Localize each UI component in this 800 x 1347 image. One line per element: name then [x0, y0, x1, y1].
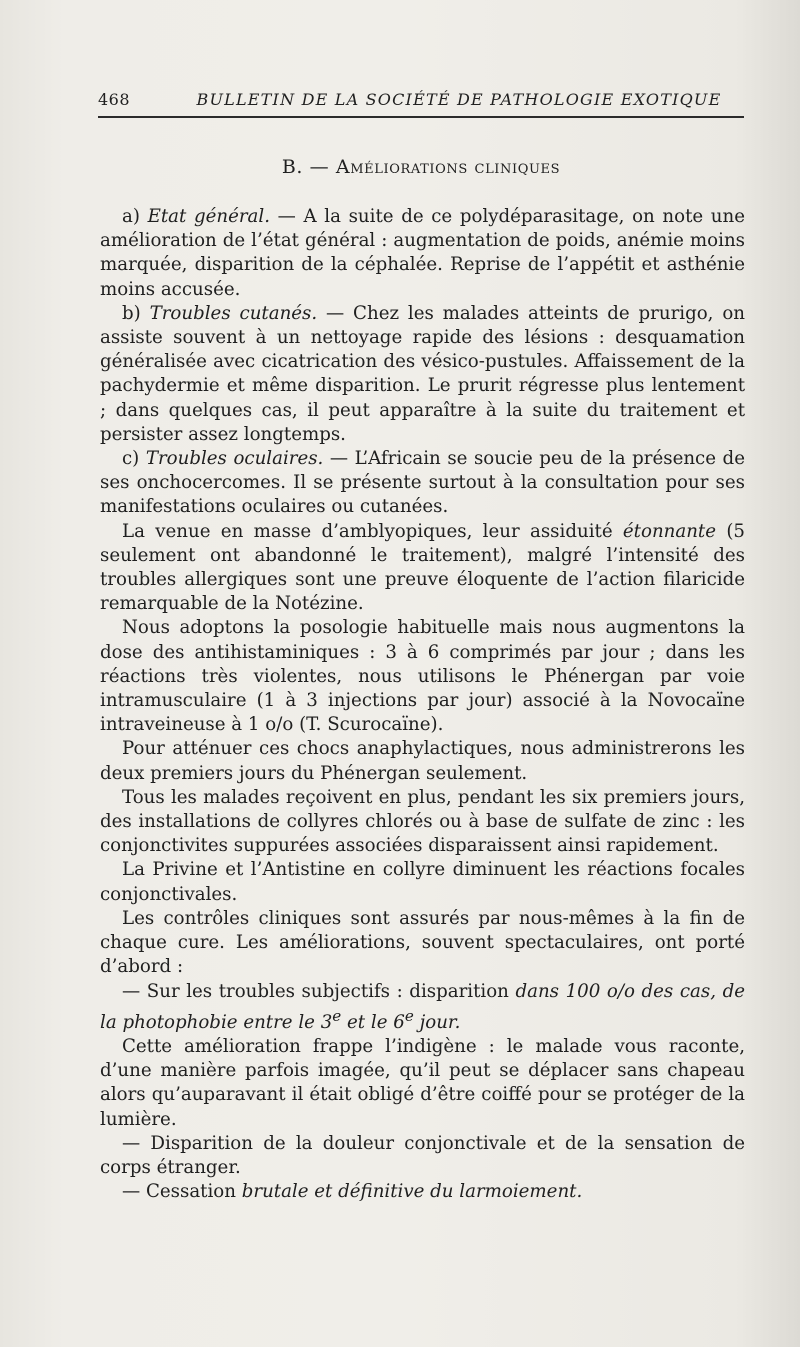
- paragraph-etat-general: [100, 205, 745, 302]
- emphasis: brutale et définitive du larmoiement.: [241, 1181, 583, 1203]
- section-title: [98, 156, 744, 178]
- page-header: [98, 90, 744, 114]
- page-number: 468: [98, 90, 131, 109]
- superscript: e: [332, 1006, 342, 1025]
- text-run: — Cessation: [122, 1181, 242, 1203]
- text-run: — Sur les troubles subjectifs : disparition: [122, 980, 516, 1002]
- body-text: [100, 205, 745, 1204]
- paragraph-larmoiement: [100, 1180, 745, 1204]
- running-head: BULLETIN DE LA SOCIÉTÉ DE PATHOLOGIE EXOTIQUE: [196, 90, 722, 109]
- label-c: c): [122, 448, 146, 470]
- emphasis: étonnante: [622, 520, 716, 542]
- paragraph-privine: La Privine et l’Antistine en collyre diminuent les réactions focales conjonctivales.: [100, 859, 745, 905]
- paragraph-douleur: — Disparition de la douleur conjonctivale et de la sensation de corps étranger.: [100, 1132, 745, 1178]
- label-b: b): [122, 302, 150, 324]
- text-troubles-cutanes: — Chez les malades atteints de prurigo, on assiste souvent à un nettoyage rapide des lésions : desquamation généralisée avec cicatrication des vésico-pustules. Affaissement de la pachydermie et même disparition. Le prurit régresse plus lentement ; dans quelques cas, il peut apparaître à la suite du traitement et persister assez longtemps.: [100, 302, 745, 445]
- emphasis: de la photophobie entre le 3: [100, 980, 745, 1033]
- subheading-etat-general: Etat général.: [147, 206, 271, 227]
- paragraph-indigene: Cette amélioration frappe l’indigène : le malade vous raconte, d’une manière parfois imagée, qu’il peut se déplacer sans chapeau alors qu’auparavant il était obligé d’être coiffé pour se protéger de la lumière.: [100, 1035, 745, 1130]
- paragraph-troubles-subjectifs: [100, 980, 745, 1035]
- paragraph-collyres: Tous les malades reçoivent en plus, pendant les six premiers jours, des installations de collyres chlorés ou à base de sulfate de zinc : les conjonctivites suppurées associées disparaissent ainsi rapidement.: [100, 786, 745, 857]
- paragraph-posologie: Nous adoptons la posologie habituelle mais nous augmentons la dose des antihistaminiques : 3 à 6 comprimés par jour ; dans les réactions très violentes, nous utilisons le Phénergan par voie intramusculaire (1 à 3 injections par jour) associé à la Novocaïne intraveineuse à 1 o/o (T. Scurocaïne).: [100, 617, 745, 736]
- subheading-troubles-cutanes: Troubles cutanés.: [149, 302, 318, 324]
- paragraph-chocs: Pour atténuer ces chocs anaphylactiques, nous administrerons les deux premiers jours du Phénergan seulement.: [100, 738, 745, 784]
- label-a: a): [122, 206, 148, 227]
- text-run: (5 seulement ont abandonné le traitement), malgré l’intensité des troubles allergiques sont une preuve éloquente de l’action filaricide remarquable de la Notézine.: [100, 520, 745, 615]
- text-etat-general: — A la suite de ce polydéparasitage, on note une amélioration de l’état général : augmentation de poids, anémie moins marquée, disparition de la céphalée. Reprise de l’appétit et asthénie moins accusée.: [100, 206, 745, 300]
- paragraph-controles: Les contrôles cliniques sont assurés par nous-mêmes à la fin de chaque cure. Les améliorations, souvent spectaculaires, ont porté d’abord :: [100, 907, 745, 978]
- section-heading: Améliorations cliniques: [335, 156, 561, 178]
- emphasis: et le 6: [341, 1011, 405, 1033]
- emphasis: jour.: [413, 1011, 461, 1033]
- paragraph-troubles-cutanes: [100, 302, 745, 447]
- text-troubles-oculaires: — L’Africain se soucie peu de la présence de ses onchocercomes. Il se présente surtout à la consultation pour ses manifestations oculaires ou cutanées.: [100, 448, 745, 518]
- paragraph-amblyopiques: [100, 520, 745, 617]
- superscript: e: [404, 1006, 414, 1025]
- text-run: La venue en masse d’amblyopiques, leur assiduité: [122, 520, 623, 542]
- paragraph-troubles-oculaires: [100, 447, 745, 520]
- section-prefix: B. —: [281, 156, 336, 178]
- subheading-troubles-oculaires: Troubles oculaires.: [145, 448, 324, 470]
- emphasis: dans 100 o/o des cas,: [515, 980, 716, 1002]
- header-rule: [98, 116, 744, 118]
